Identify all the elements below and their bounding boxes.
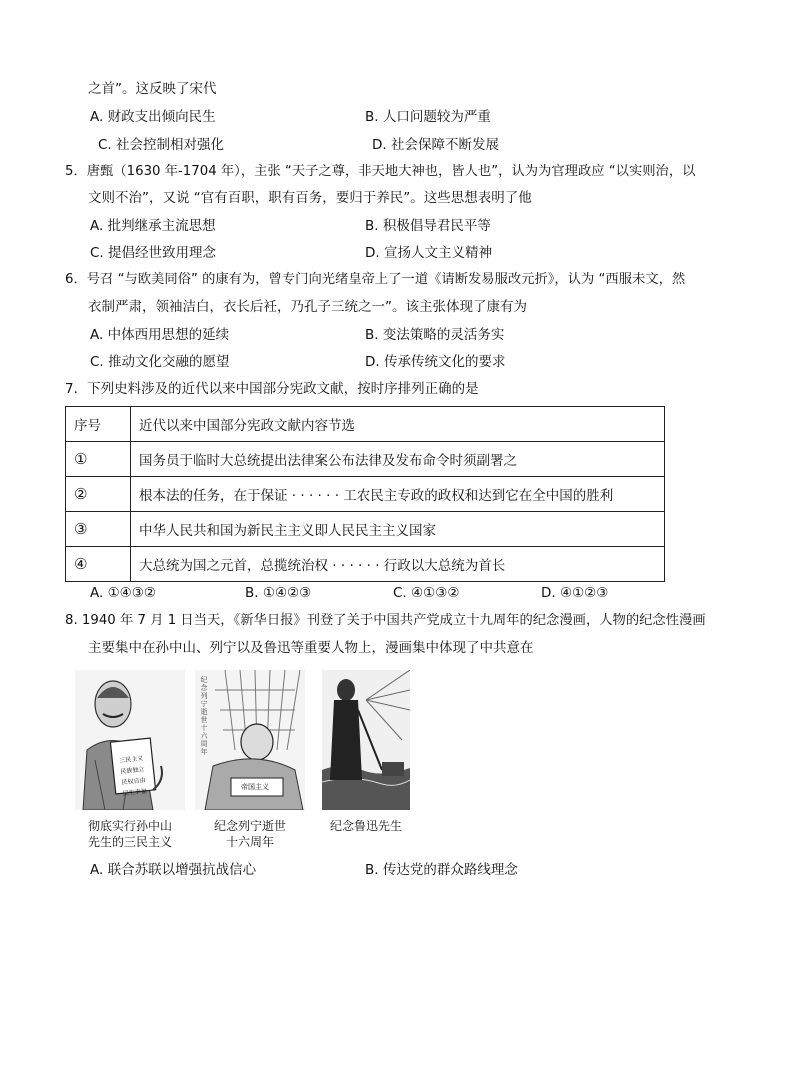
q5-stem-line2: 文则不治”，又说 “官有百职，职有百务，要归于养民”。这些思想表明了他 bbox=[88, 190, 532, 206]
constitution-docs-table bbox=[65, 406, 665, 582]
figure-1-caption-line1: 彻底实行孙中山 bbox=[87, 819, 172, 833]
q7-stem: 7．下列史料涉及的近代以来中国部分宪政文献，按时序排列正确的是 bbox=[65, 381, 479, 397]
figure-3-caption bbox=[322, 818, 410, 834]
table-cell-text: 根本法的任务，在于保证 · · · · · · 工农民主专政的政权和达到它在全中国的胜利 bbox=[131, 477, 665, 512]
q5-option-d[interactable]: D. 宣扬人文主义精神 bbox=[365, 245, 492, 261]
q4-option-a[interactable]: A. 财政支出倾向民生 bbox=[90, 109, 216, 125]
figure-2-caption-line1: 纪念列宁逝世 bbox=[213, 819, 286, 833]
q4-stem-tail: 之首”。这反映了宋代 bbox=[88, 81, 217, 97]
table-cell-number: ② bbox=[66, 477, 131, 512]
q6-option-d[interactable]: D. 传承传统文化的要求 bbox=[365, 354, 506, 370]
table-cell-number: ① bbox=[66, 442, 131, 477]
lenin-vertical-caption: 纪念列宁逝世十六周年 bbox=[200, 676, 208, 756]
q6-option-b[interactable]: B. 变法策略的灵活务实 bbox=[365, 327, 505, 343]
figure-3-caption-line1: 纪念鲁迅先生 bbox=[329, 819, 402, 833]
cartoon-lu-xun bbox=[322, 670, 410, 810]
table-header-cell: 序号 bbox=[66, 407, 131, 442]
q7-option-d[interactable]: D. ④①②③ bbox=[541, 585, 609, 601]
q5-option-b[interactable]: B. 积极倡导君民平等 bbox=[365, 218, 491, 234]
figure-2-caption-line2: 十六周年 bbox=[225, 835, 274, 849]
table-row bbox=[66, 442, 665, 477]
table-cell-number: ③ bbox=[66, 512, 131, 547]
lenin-sign-text: 帝国主义 bbox=[241, 783, 269, 791]
figure-1-caption-line2: 先生的三民主义 bbox=[87, 835, 172, 849]
q6-option-c[interactable]: C. 推动文化交融的愿望 bbox=[90, 354, 230, 370]
table-cell-text: 国务员于临时大总统提出法律案公布法律及发布命令时须副署之 bbox=[131, 442, 665, 477]
q6-stem-line1: 6．号召 “与欧美同俗” 的康有为，曾专门向光绪皇帝上了一道《请断发易服改元折》，认为 “西服未文，然 bbox=[65, 272, 686, 287]
table-row bbox=[66, 512, 665, 547]
q8-stem-line1: 8. 1940 年 7 月 1 日当天，《新华日报》刊登了关于中国共产党成立十九周年的纪念漫画，人物的纪念性漫画 bbox=[65, 613, 706, 628]
q6-option-a[interactable]: A. 中体西用思想的延续 bbox=[90, 327, 230, 343]
q5-option-a[interactable]: A. 批判继承主流思想 bbox=[90, 218, 216, 234]
table-header-row bbox=[66, 407, 665, 442]
q4-option-b[interactable]: B. 人口问题较为严重 bbox=[365, 109, 491, 125]
table-cell-text: 中华人民共和国为新民主主义即人民民主主义国家 bbox=[131, 512, 665, 547]
q5-stem-line1: 5．唐甄（1630 年-1704 年），主张 “天子之尊，非天地大神也，皆人也”，认为为官理政应 “以实则治，以 bbox=[65, 164, 696, 179]
q5-option-c[interactable]: C. 提倡经世致用理念 bbox=[90, 245, 217, 261]
cartoon-sun-yat-sen bbox=[75, 670, 185, 810]
table-cell-number: ④ bbox=[66, 547, 131, 582]
sun-sign-text: 三民主义 民族独立 民权自由 民生幸福 bbox=[118, 755, 148, 798]
cartoon-lenin bbox=[195, 670, 305, 810]
table-header-cell: 近代以来中国部分宪政文献内容节选 bbox=[131, 407, 665, 442]
table-row bbox=[66, 547, 665, 582]
q7-option-a[interactable]: A. ①④③② bbox=[90, 585, 156, 601]
q7-option-c[interactable]: C. ④①③② bbox=[393, 585, 460, 601]
q7-option-b[interactable]: B. ①④②③ bbox=[245, 585, 312, 601]
figure-2-caption bbox=[195, 818, 305, 850]
q8-option-b[interactable]: B. 传达党的群众路线理念 bbox=[365, 862, 518, 878]
figure-1-caption bbox=[75, 818, 185, 850]
table-cell-text: 大总统为国之元首，总揽统治权 · · · · · · 行政以大总统为首长 bbox=[131, 547, 665, 582]
q8-option-a[interactable]: A. 联合苏联以增强抗战信心 bbox=[90, 862, 257, 878]
q4-option-c[interactable]: C. 社会控制相对强化 bbox=[98, 137, 225, 153]
q8-stem-line2: 主要集中在孙中山、列宁以及鲁迅等重要人物上，漫画集中体现了中共意在 bbox=[88, 640, 534, 656]
q6-stem-line2: 衣制严肃，领袖洁白，衣长后衽，乃孔子三统之一”。该主张体现了康有为 bbox=[88, 299, 527, 315]
q4-option-d[interactable]: D. 社会保障不断发展 bbox=[372, 137, 499, 153]
lu-xun-drawing bbox=[322, 670, 410, 810]
table-row bbox=[66, 477, 665, 512]
